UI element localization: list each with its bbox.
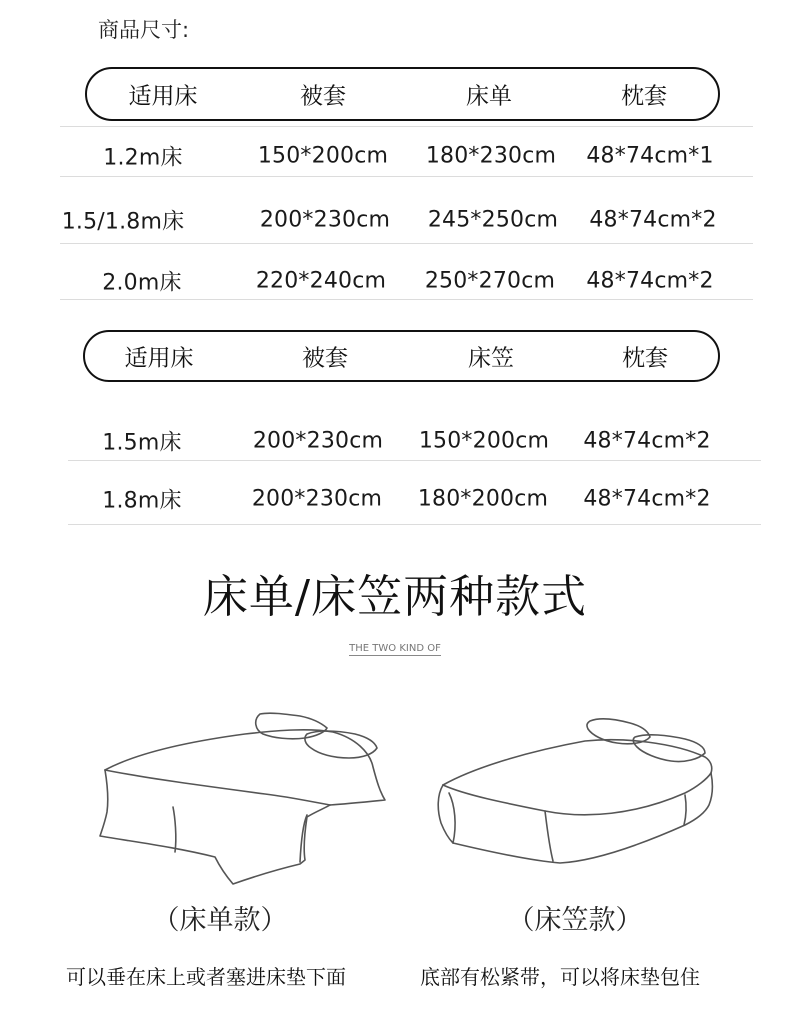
table2-header	[83, 330, 720, 382]
table2-header-bed: 适用床	[124, 345, 194, 372]
divider	[60, 299, 753, 300]
table-cell-duvet: 200*230cm	[252, 428, 384, 454]
styles-subtitle	[0, 643, 790, 654]
table-row	[0, 192, 790, 248]
table-cell-bed: 1.8m床	[102, 488, 182, 514]
table1-header-bed: 适用床	[128, 83, 198, 110]
table-cell-bed: 1.2m床	[103, 145, 183, 171]
divider	[60, 126, 753, 127]
table-cell-sheet: 250*270cm	[424, 268, 556, 294]
table1-header-pillowcase: 枕套	[621, 83, 667, 110]
table-row	[0, 471, 790, 527]
divider	[60, 176, 753, 177]
table1-header	[85, 67, 720, 121]
table-cell-sheet: 180*230cm	[425, 143, 557, 169]
table-cell-duvet: 200*230cm	[259, 207, 391, 233]
table-cell-duvet: 220*240cm	[255, 268, 387, 294]
table2-header-pillowcase: 枕套	[622, 345, 668, 372]
table-cell-bed: 1.5/1.8m床	[61, 209, 185, 235]
flat-sheet-description: 可以垂在床上或者塞进床垫下面	[66, 965, 346, 989]
table-cell-sheet: 245*250cm	[427, 207, 559, 233]
table-cell-bed: 2.0m床	[102, 270, 182, 296]
table-cell-pillowcase: 48*74cm*2	[583, 486, 711, 512]
divider	[68, 460, 761, 461]
table2-header-duvet: 被套	[302, 345, 348, 372]
table1-header-sheet: 床单	[466, 83, 512, 110]
fitted-sheet-description: 底部有松紧带，可以将床垫包住	[420, 965, 700, 989]
flat-sheet-caption: （床单款）	[152, 905, 288, 936]
table-cell-pillowcase: 48*74cm*2	[586, 268, 714, 294]
divider	[68, 524, 761, 525]
fitted-sheet-caption: （床笠款）	[507, 905, 643, 936]
table-cell-pillowcase: 48*74cm*2	[583, 428, 711, 454]
table-cell-fitted-sheet: 180*200cm	[417, 486, 549, 512]
table1-header-duvet: 被套	[300, 83, 346, 110]
table-cell-bed: 1.5m床	[102, 430, 182, 456]
table-cell-duvet: 200*230cm	[251, 486, 383, 512]
table-cell-pillowcase: 48*74cm*1	[586, 143, 714, 169]
styles-subtitle-text: THE TWO KIND OF	[349, 643, 441, 654]
fitted-sheet-bed-icon	[435, 715, 720, 865]
section-label: 商品尺寸:	[98, 18, 190, 42]
flat-sheet-bed-icon	[95, 712, 395, 887]
table-cell-pillowcase: 48*74cm*2	[589, 207, 717, 233]
table-cell-duvet: 150*200cm	[257, 143, 389, 169]
divider	[60, 243, 753, 244]
table2-header-fitted-sheet: 床笠	[468, 345, 514, 372]
styles-title: 床单/床笠两种款式	[202, 570, 588, 623]
table-row	[0, 253, 790, 309]
table-cell-fitted-sheet: 150*200cm	[418, 428, 550, 454]
